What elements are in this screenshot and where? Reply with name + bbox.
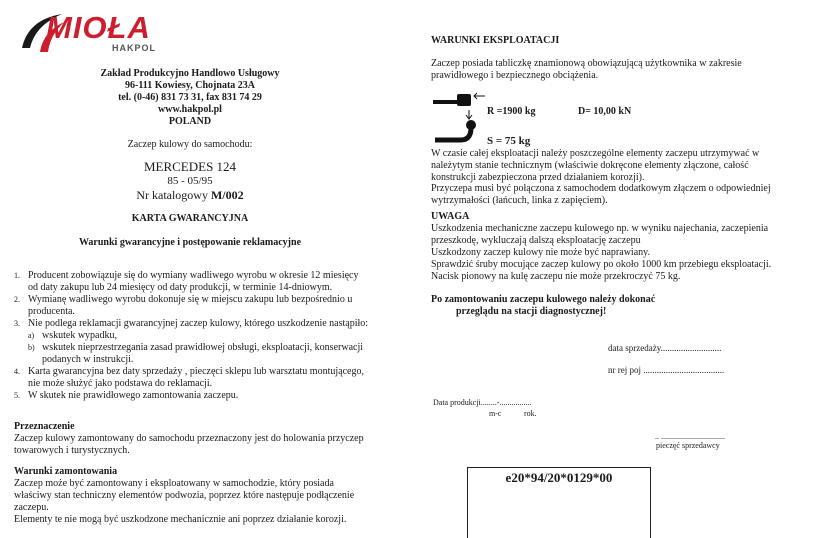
warranty-subtitle: Warunki gwarancyjne i postępowanie reklamacyjne: [78, 237, 302, 248]
sub-item: b) wskutek nieprzestrzegania zasad prawidłowej obsługi, eksploatacji, konserwacji podanych w instrukcji.: [28, 342, 364, 365]
rating-s: S = 75 kg: [487, 135, 531, 147]
company-country: POLAND: [168, 116, 212, 127]
operating-intro: Zaczep posiada tabliczkę znamionową obowiązującą użytkownika w zakresie prawidłowego i bezpiecznego obciążenia.: [431, 58, 742, 81]
list-item: 1. Producent zobowiązuje się do wymiany wadliwego wyrobu w okresie 12 miesięcy od daty zakupu lub 24 miesięcy od daty produkcji, w terminie 14-dniowym.: [14, 270, 359, 293]
production-year-label: rok.: [524, 409, 537, 418]
company-web: www.hakpol.pl: [158, 104, 222, 115]
mounting-text: Zaczep może być zamontowany i eksploatowany w samochodzie, który posiada właściwy stan techniczny elementów podwozia, poprzez które następuje podłączenie zaczepu.: [14, 478, 355, 513]
caution-line: Uszkodzenia mechaniczne zaczepu kulowego np. w wyniku najechania, zaczepienia przeszkodę, wykluczają dalszą eksploatację zaczepu: [431, 223, 769, 246]
purpose-title: Przeznaczenie: [14, 421, 75, 432]
list-item: 2. Wymianę wadliwego wyrobu dokonuje się w miejscu zakupu lub bezpośrednio u producenta.: [14, 294, 353, 317]
caution-section: [431, 211, 776, 283]
caution-line: Nacisk pionowy na kulę zaczepu nie może przekroczyć 75 kg.: [431, 271, 681, 282]
seller-stamp-label: pieczęć sprzedawcy: [656, 441, 720, 450]
rating-d: D= 10,00 kN: [578, 106, 632, 117]
homologation-box: [467, 467, 651, 538]
purpose-section: [14, 421, 370, 457]
product-catalog: [40, 188, 340, 202]
homologation-number: e20*94/20*0129*00: [505, 470, 613, 485]
rating-r: R =1900 kg: [487, 106, 536, 117]
company-address: 96-111 Kowiesy, Chojnata 23A: [124, 80, 255, 91]
caution-line: Uszkodzony zaczep kulowy nie może być naprawiany.: [431, 247, 650, 258]
production-month-label: m-c: [489, 409, 502, 418]
sale-date-field: data sprzedaży...........................: [608, 343, 722, 353]
purpose-text: Zaczep kulowy zamontowany do samochodu przeznaczony jest do holowania przyczep towarowych i turystycznych.: [14, 433, 364, 456]
list-item: 3. Nie podlega reklamacji gwarancyjnej zaczep kulowy, którego uszkodzenie nastąpiło: a) wskutek wypadku, b) wskutek nieprzestrzegania zasad prawidłowej obsługi, eksploatacji, konserwacji podanych w instrukcji.: [14, 318, 369, 365]
logo-brand: MIOŁA: [46, 10, 151, 45]
company-logo: [18, 8, 168, 54]
caution-line: Sprawdzić śruby mocujące zaczep kulowy po około 1000 km przebiegu eksploatacji.: [431, 259, 772, 270]
company-block: [40, 68, 340, 128]
caution-title: UWAGA: [431, 211, 470, 222]
operating-p1: W czasie całej eksploatacji należy poszczególne elementy zaczepu utrzymywać w należytym stanie technicznym (właściwie dokręcone elementy złączone, całość konstrukcji zabezpieczona przed działaniem korozji).: [431, 148, 760, 183]
mounting-text-2: Elementy te nie mogą być uszkodzone mechanicznie ani poprzez działanie korozji.: [14, 514, 347, 525]
warranty-title: KARTA GWARANCYJNA: [131, 213, 249, 224]
catalog-label: Nr katalogowy: [136, 188, 211, 202]
diagnostic-note-2: przeglądu na stacji diagnostycznej!: [456, 306, 607, 317]
list-item: 5. W skutek nie prawidłowego zamontowania zaczepu.: [14, 390, 239, 401]
registration-field: nr rej poj ....................................: [608, 365, 725, 375]
operating-p2: Przyczepa musi być połączona z samochodem dodatkowym złączem o odpowiedniej wytrzymałości (łańcuch, linka z zapięciem).: [431, 183, 771, 206]
production-date-field: Data produkcji........-................: [433, 398, 532, 407]
stamp-dots: .. ................................: [655, 432, 725, 441]
diagnostic-note-1: Po zamontowaniu zaczepu kulowego należy dokonać: [431, 294, 656, 305]
hitch-rating-icon: [431, 88, 487, 148]
company-name: Zakład Produkcyjno Handlowo Usługowy: [100, 68, 280, 79]
operating-title: WARUNKI EKSPLOATACJI: [431, 35, 560, 46]
mounting-section: [14, 466, 370, 526]
product-years: 85 - 05/95: [167, 175, 213, 187]
product-model: MERCEDES 124: [143, 159, 237, 174]
logo-sub: HAKPOL: [112, 43, 156, 53]
mounting-title: Warunki zamontowania: [14, 466, 118, 477]
company-phone: tel. (0-46) 831 73 31, fax 831 74 29: [118, 92, 262, 103]
catalog-number: M/002: [210, 188, 244, 202]
list-item: 4. Karta gwarancyjna bez daty sprzedaży , pieczęci sklepu lub warsztatu montującego, nie może służyć jako podstawa do reklamacji.: [14, 366, 364, 389]
product-intro: Zaczep kulowy do samochodu:: [127, 139, 253, 150]
sub-item: a) wskutek wypadku,: [28, 330, 117, 341]
warranty-list: [14, 270, 370, 402]
